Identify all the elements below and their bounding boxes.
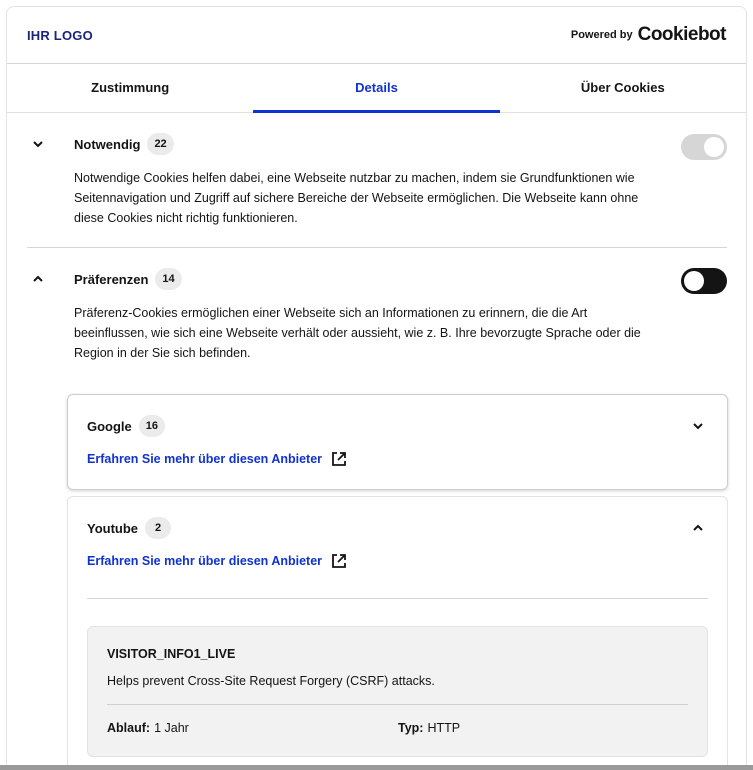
provider-link-label: Erfahren Sie mehr über diesen Anbieter <box>87 554 323 568</box>
tab-bar <box>7 65 746 113</box>
section-divider <box>27 247 727 248</box>
type-label: Typ: <box>398 721 424 735</box>
count-badge: 16 <box>139 415 165 437</box>
powered-by-label: Powered by <box>570 29 633 41</box>
expiry-value: 1 Jahr <box>154 721 189 735</box>
chevron-up-icon[interactable] <box>31 272 45 286</box>
provider-title <box>87 415 165 437</box>
cookie-consent-dialog <box>6 6 747 770</box>
section-description: Notwendige Cookies helfen dabei, eine Webseite nutzbar zu machen, indem sie Grundfunktionen wie Seitennavigation und Zugriff auf sichere Bereiche der Webseite ermöglichen. Die Webseite kann ohne diese Cookies nicht richtig funktionieren. <box>74 171 639 225</box>
site-logo: IHR LOGO <box>27 28 93 43</box>
provider-link[interactable] <box>87 553 347 569</box>
chevron-down-icon[interactable] <box>691 419 705 433</box>
chevron-down-icon[interactable] <box>31 137 45 151</box>
cookie-type <box>398 721 460 735</box>
provider-link[interactable] <box>87 451 347 467</box>
chevron-up-icon[interactable] <box>691 521 705 535</box>
tab-ueber-cookies[interactable]: Über Cookies <box>580 80 665 95</box>
provider-name: Google <box>87 418 132 434</box>
section-necessary <box>27 133 727 233</box>
provider-title <box>87 517 171 539</box>
preferences-toggle[interactable] <box>681 268 727 294</box>
tab-details[interactable]: Details <box>253 65 499 112</box>
count-badge: 22 <box>147 133 173 155</box>
provider-link-label: Erfahren Sie mehr über diesen Anbieter <box>87 452 323 466</box>
cookie-description: Helps prevent Cross-Site Request Forgery (CSRF) attacks. <box>107 674 435 688</box>
count-badge: 14 <box>155 268 181 290</box>
cookie-expiry <box>107 721 189 735</box>
cookie-divider <box>107 704 688 705</box>
powered-by[interactable] <box>571 24 726 46</box>
section-title-label: Präferenzen <box>74 271 149 287</box>
external-link-icon <box>331 451 347 467</box>
cookie-detail <box>87 626 708 757</box>
section-description: Präferenz-Cookies ermöglichen einer Webseite sich an Informationen zu erinnern, die die Art beeinflussen, wie sich eine Webseite verhält oder aussieht, wie z. B. Ihre bevorzugte Sprache oder die Region in der Sie sich befinden. <box>74 306 641 360</box>
expiry-label: Ablauf: <box>107 721 151 735</box>
cookie-name: VISITOR_INFO1_LIVE <box>107 647 236 661</box>
cookiebot-logo: Cookiebot <box>637 24 726 45</box>
section-preferences <box>27 268 727 368</box>
card-divider <box>87 598 708 599</box>
dialog-header <box>7 7 746 64</box>
section-title <box>74 133 174 155</box>
section-title <box>74 268 182 290</box>
window-bottom-edge <box>0 765 753 770</box>
section-title-label: Notwendig <box>74 136 141 152</box>
provider-card-google <box>67 394 728 490</box>
count-badge: 2 <box>145 517 171 539</box>
type-value: HTTP <box>427 721 461 735</box>
necessary-toggle <box>681 134 727 160</box>
provider-card-youtube <box>67 496 728 770</box>
provider-name: Youtube <box>87 520 139 536</box>
tab-zustimmung[interactable]: Zustimmung <box>91 80 170 95</box>
external-link-icon <box>331 553 347 569</box>
